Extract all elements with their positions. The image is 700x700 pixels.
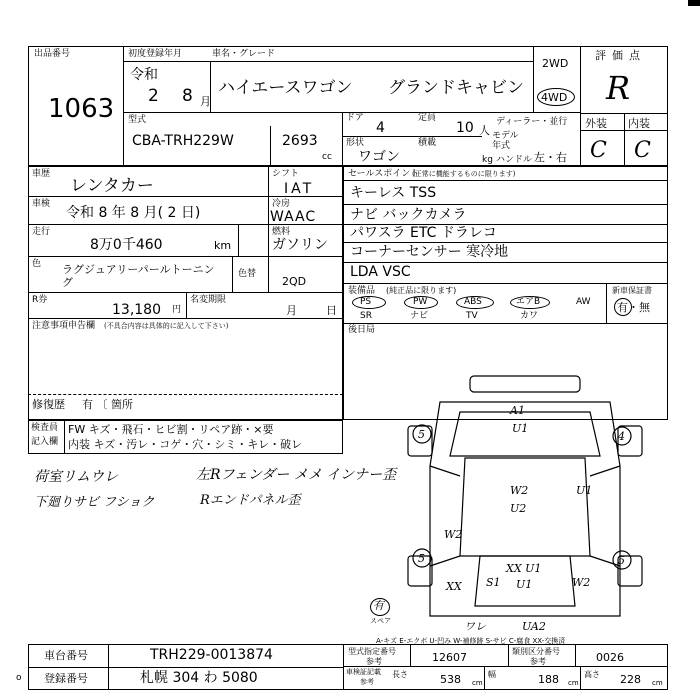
name-change-day: 日 — [326, 304, 337, 317]
mark-4-right: 4 — [618, 430, 625, 443]
fuel-label: 燃料 — [272, 227, 291, 237]
capacity-unit: 人 — [479, 124, 490, 137]
equip-leather: カワ — [520, 311, 539, 321]
color-change-label: 色替 — [238, 269, 257, 279]
designation-value: 12607 — [432, 651, 467, 664]
model-code: CBA-TRH229W — [132, 133, 234, 149]
registration-label: 登録番号 — [44, 672, 88, 685]
color-label: 色 — [32, 259, 42, 269]
bullet-o: o — [16, 673, 22, 683]
interior-label: 内装 — [628, 117, 650, 130]
equip-pw: PW — [413, 297, 428, 307]
handwritten-4: Rエンドパネル歪 — [200, 493, 301, 508]
checklist-label-2: 記入欄 — [31, 437, 59, 447]
handle-value: 左・右 — [534, 151, 567, 164]
name-change-label: 名変期限 — [190, 295, 227, 305]
mark-a1: A1 — [510, 404, 525, 417]
category-value: 0026 — [596, 651, 624, 664]
doors-value: 4 — [376, 120, 385, 136]
checklist-label-1: 検査員 — [31, 423, 59, 433]
exterior-label: 外装 — [585, 117, 607, 130]
dims-label-2: 参考 — [360, 678, 374, 686]
capacity-value: 10 — [456, 120, 474, 136]
car-name-label: 車名・グレード — [212, 49, 276, 59]
category-label: 類別区分番号 — [512, 647, 560, 656]
damage-legend: A-キズ E-エクボ U-凹み W-補修跡 S-サビ C-腐食 XX-交換済 — [376, 637, 566, 645]
exterior-value: C — [590, 138, 607, 163]
mark-5-left: 5 — [418, 428, 425, 441]
mark-w2-mid: W2 — [510, 484, 529, 497]
notes-label: 注意事項申告欄 — [32, 321, 96, 331]
spare-label: スペア — [370, 617, 391, 625]
warranty-label: 新車保証書 — [612, 286, 652, 295]
repair-value: 有 〔 箇所 — [82, 398, 133, 411]
first-reg-year: 2 — [148, 86, 159, 106]
mark-u2: U2 — [510, 502, 527, 515]
ac-value: WAAC — [270, 209, 317, 225]
sales-line-5: LDA VSC — [350, 264, 411, 280]
car-name: ハイエースワゴン — [218, 78, 353, 98]
equip-navi: ナビ — [410, 311, 429, 321]
equip-airbag: エアB — [516, 297, 541, 307]
mark-ua2: UA2 — [522, 620, 546, 633]
car-grade: グランドキャビン — [388, 78, 524, 98]
name-change-month: 月 — [286, 304, 297, 317]
sales-line-4: コーナーセンサー 寒冷地 — [350, 244, 509, 260]
handwritten-2: 左Rフェンダー メメ インナー歪 — [196, 467, 397, 483]
lot-number: 1063 — [48, 94, 115, 124]
ac-label: 冷房 — [272, 199, 291, 209]
model-label: 型式 — [128, 115, 147, 125]
sales-points-note: (正常に機能するものに限ります) — [412, 170, 516, 178]
recycle-label: R券 — [32, 295, 48, 305]
handle-label: ハンドル — [496, 155, 533, 165]
mark-5-rear-right: 5 — [618, 554, 625, 567]
drive-2wd: 2WD — [542, 57, 569, 70]
model-cc-unit: cc — [322, 152, 332, 162]
repair-label: 修復歴 — [32, 398, 65, 411]
width-unit: cm — [568, 679, 579, 687]
corner-mark — [688, 0, 700, 6]
dims-label-1: 車検証記載 — [346, 668, 381, 676]
spare-mark: 有 — [373, 599, 384, 612]
height-unit: cm — [652, 679, 663, 687]
doors-label: ドア — [346, 113, 364, 123]
mark-5-rear-left: 5 — [418, 552, 425, 565]
chassis-label: 車台番号 — [44, 649, 88, 662]
model-cc: 2693 — [282, 133, 318, 149]
capacity-label: 定員 — [418, 113, 437, 123]
length-value: 538 — [440, 673, 461, 686]
designation-sub: 参考 — [366, 657, 382, 666]
shape-value: ワゴン — [358, 149, 400, 165]
handwritten-3: 下廻りサビ フショク — [34, 495, 155, 510]
handwritten-1: 荷室リムウレ — [34, 469, 118, 485]
mark-crack: ワレ — [464, 620, 486, 633]
header-frame — [28, 46, 668, 166]
length-unit: cm — [472, 679, 483, 687]
width-label: 幅 — [488, 670, 496, 679]
after-label: 後日局 — [348, 325, 376, 335]
color-value: ラグジュアリーパールトーニング — [62, 263, 215, 289]
equipment-note: (純正品に限ります) — [386, 286, 457, 295]
equip-ps: PS — [360, 297, 372, 307]
width-value: 188 — [538, 673, 559, 686]
sales-line-1: キーレス TSS — [350, 185, 437, 201]
rating-label: 評価点 — [595, 49, 646, 62]
equip-tv: TV — [466, 311, 478, 321]
mileage-label: 走行 — [32, 227, 51, 237]
equip-aw: AW — [576, 297, 591, 307]
equip-abs: ABS — [464, 297, 482, 307]
designation-label: 型式指定番号 — [348, 647, 396, 656]
checklist-row-2: 内装 キズ・汚レ・コゲ・穴・シミ・キレ・破レ — [68, 438, 303, 451]
shift-value: IAT — [284, 181, 315, 197]
shift-label: シフト — [272, 169, 300, 179]
height-value: 228 — [620, 673, 641, 686]
sales-points-label: セールスポイント — [348, 169, 420, 179]
first-reg-label: 初度登録年月 — [128, 49, 183, 59]
first-reg-era: 令和 — [130, 67, 158, 83]
mark-u1-right: U1 — [576, 484, 593, 497]
dealer-label: ディーラー・並行 — [496, 117, 568, 127]
mark-u1-front: U1 — [512, 422, 529, 435]
shape-label: 形状 — [346, 138, 365, 148]
drive-4wd: 4WD — [541, 91, 568, 104]
fuel-value: ガソリン — [272, 237, 328, 253]
car-damage-diagram — [400, 366, 650, 636]
equipment-label: 装備品 — [348, 286, 376, 296]
mark-xx-left: XX — [446, 580, 462, 593]
rating-value: R — [606, 69, 631, 107]
load-unit: kg — [482, 155, 493, 165]
notes-sub: (不具合内容は具体的に記入して下さい) — [104, 322, 229, 330]
recycle-unit: 円 — [172, 305, 182, 315]
category-sub: 参考 — [530, 657, 546, 666]
mileage-unit: km — [214, 239, 232, 252]
inspection-label: 車検 — [32, 199, 51, 209]
equip-sr: SR — [360, 311, 372, 321]
registration-value: 札幌 304 わ 5080 — [140, 670, 258, 686]
mark-w2-left: W2 — [444, 528, 463, 541]
mark-xx-u1: XX U1 — [506, 562, 542, 575]
checklist-row-1: FW キズ・飛石・ヒビ割・リペア跡・×要 — [68, 423, 274, 436]
length-label: 長さ — [392, 670, 408, 679]
first-reg-month: 8 — [182, 86, 193, 106]
mark-u1-rear: U1 — [516, 578, 533, 591]
interior-value: C — [634, 138, 651, 163]
mark-w2-rear: W2 — [572, 576, 591, 589]
warranty-value: 有・無 — [617, 301, 650, 314]
recycle-value: 13,180 — [112, 302, 161, 318]
history-value: レンタカー — [70, 176, 154, 196]
color-code: 2QD — [282, 275, 307, 288]
sales-line-3: パワスラ ETC ドラレコ — [350, 225, 497, 241]
height-label: 高さ — [584, 670, 600, 679]
lot-label: 出品番号 — [34, 49, 71, 59]
inspection-value: 令和 8 年 8 月( 2 日) — [66, 205, 201, 221]
mileage-value: 8万0千460 — [90, 237, 163, 253]
model-year-label: モデル年式 — [492, 131, 519, 151]
sales-line-2: ナビ バックカメラ — [350, 207, 467, 223]
load-label: 積載 — [418, 138, 437, 148]
first-reg-month-unit: 月 — [200, 95, 211, 108]
mark-s1: S1 — [486, 576, 501, 589]
history-label: 車歴 — [32, 169, 51, 179]
chassis-value: TRH229-0013874 — [150, 647, 273, 663]
